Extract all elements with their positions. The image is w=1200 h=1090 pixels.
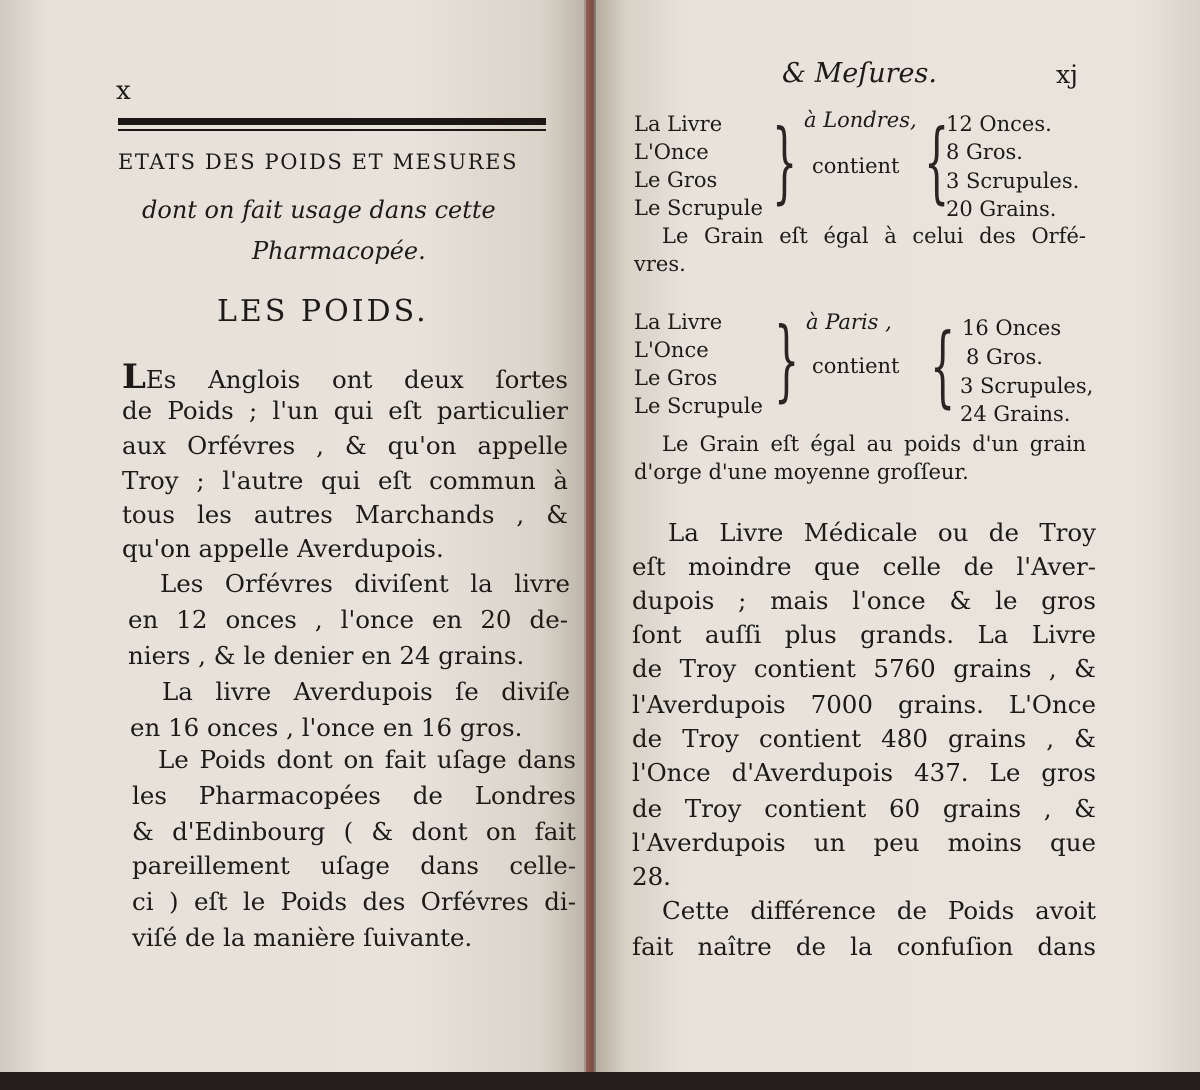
unit-label: La Livre (634, 112, 723, 136)
text-line: l'Averdupois un peu moins que (632, 828, 1096, 857)
brace-left-icon: { (924, 110, 950, 213)
text-line: ſont auſſi plus grands. La Livre (632, 620, 1096, 649)
table-place: à Londres, (804, 108, 917, 132)
text-line: de Troy contient 60 grains , & (632, 794, 1096, 823)
right-page (596, 0, 1200, 1078)
text-line: l'Averdupois 7000 grains. L'Once (632, 690, 1096, 719)
text-line: niers , & le denier en 24 grains. (128, 641, 525, 670)
unit-label: La Livre (634, 310, 723, 334)
text-line: en 16 onces , l'once en 16 gros. (130, 713, 523, 742)
page-bottom-shadow (0, 1072, 1200, 1090)
page-number-right: xj (1056, 60, 1078, 89)
heading-line-2: dont on fait usage dans cette (142, 196, 496, 224)
text-line: de Poids ; l'un qui eſt particulier (122, 396, 568, 425)
text-line: les Pharmacopées de Londres (132, 781, 576, 810)
text-line: La livre Averdupois ſe diviſe (162, 677, 570, 706)
text-line: dupois ; mais l'once & le gros (632, 586, 1096, 615)
london-weights-table (634, 110, 1104, 226)
unit-value: 20 Grains. (946, 197, 1057, 221)
drop-cap: L (122, 357, 146, 397)
unit-value: 3 Scrupules. (946, 169, 1080, 193)
header-rule-thin (118, 129, 546, 131)
left-page (0, 0, 590, 1078)
text-span: Es Anglois ont deux ſortes (145, 365, 568, 394)
text-line: La Livre Médicale ou de Troy (668, 518, 1096, 547)
text-line: Le Grain eſt égal au poids d'un grain (662, 432, 1086, 456)
brace-right-icon: } (772, 110, 798, 213)
text-line: l'Once d'Averdupois 437. Le gros (632, 758, 1096, 787)
text-line: & d'Edinbourg ( & dont on fait (132, 817, 576, 846)
paris-weights-table (634, 308, 1104, 424)
text-line: viſé de la manière ſuivante. (132, 923, 473, 952)
text-line: tous les autres Marchands , & (122, 500, 568, 529)
brace-left-icon: { (930, 314, 956, 417)
header-rule-thick (118, 118, 546, 125)
text-line: de Troy contient 480 grains , & (632, 724, 1096, 753)
brace-right-icon: } (774, 308, 800, 411)
heading-line-1: ETATS DES POIDS ET MESURES (118, 150, 519, 174)
text-line: d'orge d'une moyenne groſſeur. (634, 460, 969, 484)
unit-label: L'Once (634, 140, 709, 164)
unit-label: Le Scrupule (634, 196, 763, 220)
text-line: ci ) eſt le Poids des Orfévres di- (132, 887, 576, 916)
text-line: Le Grain eſt égal à celui des Orfé- (662, 224, 1086, 248)
unit-label: Le Scrupule (634, 394, 763, 418)
section-title: LES POIDS. (217, 294, 429, 329)
table-place: à Paris , (806, 310, 892, 334)
text-line: en 12 onces , l'once en 20 de- (128, 605, 568, 634)
text-line: fait naître de la confuſion dans (632, 932, 1096, 961)
text-line: Les Orfévres diviſent la livre (160, 569, 570, 598)
text-line: aux Orfévres , & qu'on appelle (122, 431, 568, 460)
page-number-left: x (116, 76, 131, 106)
table-verb: contient (812, 354, 900, 378)
unit-value: 12 Onces. (946, 112, 1052, 136)
text-line: de Troy contient 5760 grains , & (632, 654, 1096, 683)
text-line: pareillement uſage dans celle- (132, 851, 576, 880)
unit-value: 16 Onces (962, 316, 1062, 340)
text-line: eſt moindre que celle de l'Aver- (632, 552, 1096, 581)
unit-label: L'Once (634, 338, 709, 362)
text-line: vres. (634, 252, 686, 276)
table-verb: contient (812, 154, 900, 178)
heading-line-3: Pharmacopée. (252, 237, 426, 265)
text-line: Cette différence de Poids avoit (662, 896, 1096, 925)
unit-value: 8 Gros. (966, 345, 1043, 369)
text-line: qu'on appelle Averdupois. (122, 534, 444, 563)
unit-value: 24 Grains. (960, 402, 1071, 426)
unit-label: Le Gros (634, 366, 718, 390)
unit-value: 3 Scrupules, (960, 374, 1094, 398)
running-head: & Meſures. (782, 58, 937, 89)
text-line: Le Poids dont on fait uſage dans (158, 745, 576, 774)
unit-label: Le Gros (634, 168, 718, 192)
text-line: Troy ; l'autre qui eſt commun à (122, 466, 568, 495)
text-line: 28. (632, 862, 671, 891)
spine-edge (586, 0, 594, 1080)
unit-value: 8 Gros. (946, 140, 1023, 164)
text-line (122, 357, 568, 398)
